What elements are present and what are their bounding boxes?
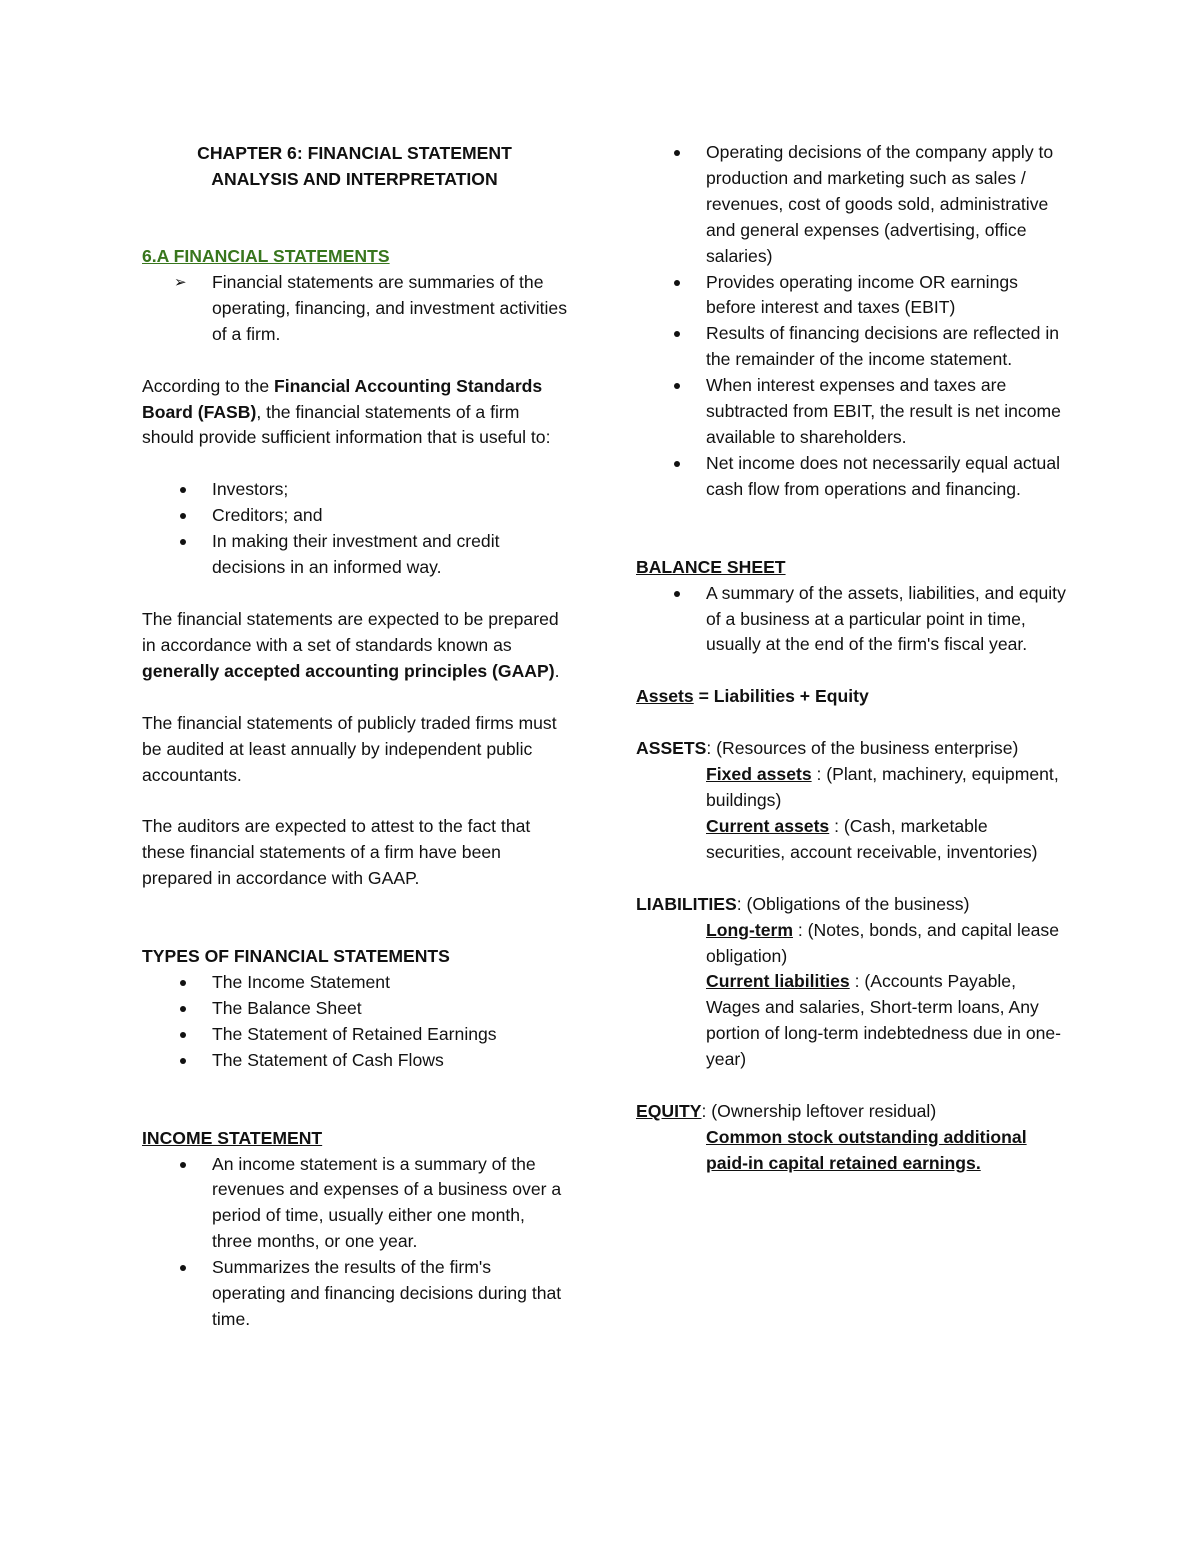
- list-item: In making their investment and credit decisions in an informed way.: [142, 529, 567, 581]
- equity-items: Common stock outstanding additional paid-in capital retained earnings.: [706, 1127, 1027, 1173]
- assets-desc: : (Resources of the business enterprise): [706, 738, 1019, 759]
- intro-list: [142, 270, 567, 348]
- list-item: Results of financing decisions are reflected in the remainder of the income statement.: [636, 321, 1066, 373]
- list-item: The Statement of Retained Earnings: [142, 1022, 567, 1048]
- gaap-text-pre: The financial statements are expected to be prepared in accordance with a set of standards known as: [142, 608, 559, 655]
- chapter-title-line1: CHAPTER 6: FINANCIAL STATEMENT: [197, 143, 512, 163]
- list-item: When interest expenses and taxes are subtracted from EBIT, the result is net income available to shareholders.: [636, 373, 1066, 451]
- intro-bullet-text: Financial statements are summaries of the operating, financing, and investment activities of a firm.: [212, 271, 568, 344]
- fixed-assets-label: Fixed assets: [706, 764, 812, 785]
- types-list: [142, 970, 567, 1074]
- equity-label: EQUITY: [636, 1101, 702, 1122]
- gaap-text-bold: generally accepted accounting principles (GAAP): [142, 660, 555, 681]
- equation-rest: = Liabilities + Equity: [693, 686, 869, 707]
- income-list-continued: [636, 140, 1066, 503]
- list-item: An income statement is a summary of the revenues and expenses of a business over a period of time, usually either one month, three months, or one year.: [142, 1152, 567, 1256]
- accounting-equation: [636, 684, 1066, 710]
- section-heading-financial-statements: 6.A FINANCIAL STATEMENTS: [142, 246, 390, 266]
- current-liabilities-label: Current liabilities: [706, 971, 850, 992]
- list-item: Provides operating income OR earnings before interest and taxes (EBIT): [636, 270, 1066, 322]
- chapter-title: [142, 140, 567, 192]
- gaap-text-post: .: [554, 660, 560, 681]
- assets-detail: [636, 762, 1066, 866]
- list-item: Creditors; and: [142, 503, 567, 529]
- useful-to-list: [142, 477, 567, 581]
- fasb-paragraph: [142, 374, 567, 452]
- fasb-text-post: , the financial statements of a firm should provide sufficient information that is useful to:: [142, 401, 551, 448]
- current-assets-desc: : (Cash, marketable securities, account receivable, inventories): [706, 815, 1038, 862]
- chapter-title-line2: ANALYSIS AND INTERPRETATION: [211, 169, 498, 189]
- attest-paragraph: The auditors are expected to attest to the fact that these financial statements of a firm have been prepared in accordance with GAAP.: [142, 816, 531, 889]
- balance-list: [636, 581, 1066, 659]
- list-item: A summary of the assets, liabilities, and equity of a business at a particular point in time, usually at the end of the firm's fiscal year.: [636, 581, 1066, 659]
- current-assets-label: Current assets: [706, 815, 830, 836]
- assets-line: [636, 736, 1066, 762]
- list-item: Investors;: [142, 477, 567, 503]
- liabilities-label: LIABILITIES: [636, 893, 737, 914]
- income-statement-heading: INCOME STATEMENT: [142, 1127, 323, 1148]
- liabilities-detail: [636, 918, 1066, 1073]
- list-item: [142, 270, 567, 348]
- list-item: Net income does not necessarily equal actual cash flow from operations and financing.: [636, 451, 1066, 503]
- long-term-label: Long-term: [706, 919, 793, 940]
- right-column: [636, 140, 1066, 1177]
- equation-assets: Assets: [636, 686, 694, 707]
- types-heading: TYPES OF FINANCIAL STATEMENTS: [142, 946, 450, 967]
- list-item: The Balance Sheet: [142, 996, 567, 1022]
- list-item: The Income Statement: [142, 970, 567, 996]
- long-term-desc: : (Notes, bonds, and capital lease obligation): [706, 919, 1060, 966]
- list-item: The Statement of Cash Flows: [142, 1048, 567, 1074]
- arrow-bullet-icon: ➢: [174, 273, 187, 291]
- list-item: Operating decisions of the company apply to production and marketing such as sales / revenues, cost of goods sold, administrative and general expenses (advertising, office salaries): [636, 140, 1066, 270]
- fasb-text-bold: Financial Accounting Standards Board (FASB): [142, 375, 543, 422]
- audit-paragraph: The financial statements of publicly traded firms must be audited at least annually by independent public accountants.: [142, 712, 557, 785]
- liabilities-line: [636, 892, 1066, 918]
- liabilities-desc: : (Obligations of the business): [736, 893, 970, 914]
- equity-line: [636, 1099, 1066, 1125]
- fasb-text-pre: According to the: [142, 375, 275, 396]
- balance-sheet-heading: BALANCE SHEET: [636, 556, 786, 577]
- income-list: [142, 1152, 567, 1333]
- list-item: Summarizes the results of the firm's operating and financing decisions during that time.: [142, 1255, 567, 1333]
- left-column: [142, 140, 567, 1333]
- fixed-assets-desc: : (Plant, machinery, equipment, buildings): [706, 764, 1059, 811]
- assets-label: ASSETS: [636, 738, 707, 759]
- equity-desc: : (Ownership leftover residual): [701, 1101, 937, 1122]
- equity-detail: [636, 1125, 1066, 1177]
- gaap-paragraph: [142, 607, 567, 685]
- current-liabilities-desc: : (Accounts Payable, Wages and salaries, Short-term loans, Any portion of long-term indebtedness due in one-year): [706, 971, 1062, 1070]
